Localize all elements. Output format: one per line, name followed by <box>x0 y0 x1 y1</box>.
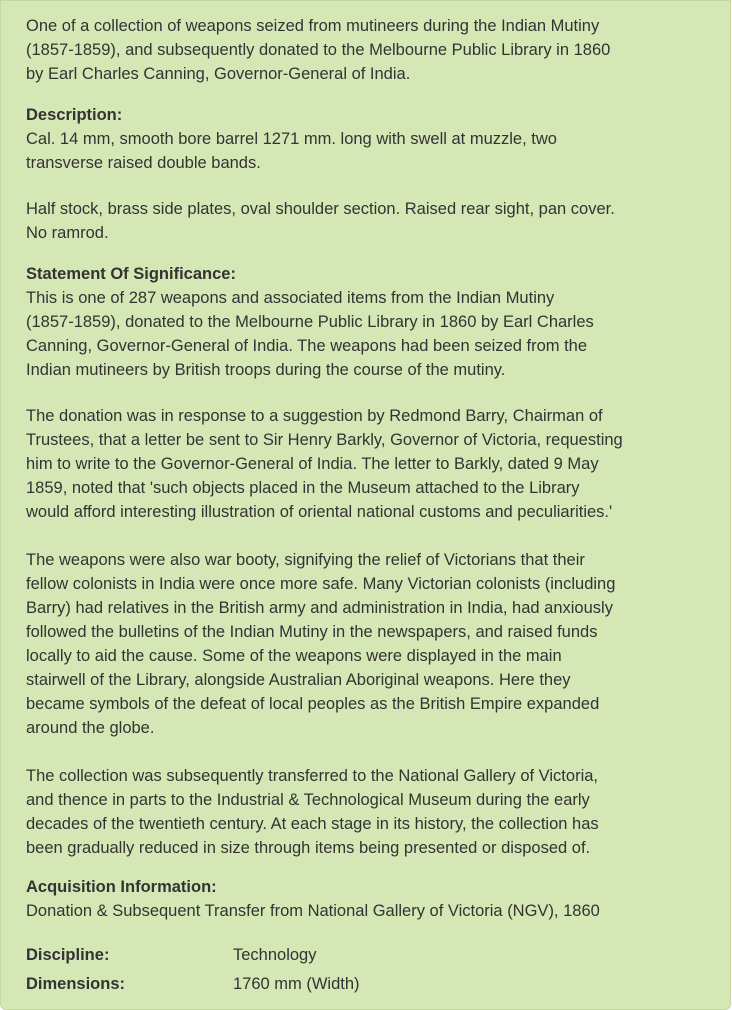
significance-line: stairwell of the Library, alongside Australian Aboriginal weapons. Here they <box>26 671 571 689</box>
discipline-label: Discipline: <box>26 946 110 964</box>
significance-section <box>26 262 726 382</box>
significance-line: around the globe. <box>26 719 155 737</box>
significance-line: Canning, Governor-General of India. The weapons had been seized from the <box>26 337 588 355</box>
significance-paragraph-2 <box>26 404 726 524</box>
significance-line: him to write to the Governor-General of India. The letter to Barkly, dated 9 May <box>26 455 599 473</box>
intro-line: by Earl Charles Canning, Governor-General of India. <box>26 65 411 83</box>
description-line: transverse raised double bands. <box>26 154 261 172</box>
acquisition-line: Donation & Subsequent Transfer from National Gallery of Victoria (NGV), 1860 <box>26 902 600 920</box>
intro-line: One of a collection of weapons seized from mutineers during the Indian Mutiny <box>26 17 600 35</box>
significance-line: The donation was in response to a suggestion by Redmond Barry, Chairman of <box>26 407 603 425</box>
description-section <box>26 103 726 175</box>
significance-line: became symbols of the defeat of local peoples as the British Empire expanded <box>26 695 600 713</box>
significance-paragraph-4 <box>26 764 726 860</box>
description-paragraph-2 <box>26 197 726 245</box>
discipline-value: Technology <box>233 946 317 964</box>
significance-line: decades of the twentieth century. At each stage in its history, the collection has <box>26 815 599 833</box>
significance-line: followed the bulletins of the Indian Mutiny in the newspapers, and raised funds <box>26 623 598 641</box>
description-line: Half stock, brass side plates, oval shoulder section. Raised rear sight, pan cover. <box>26 200 615 218</box>
significance-line: The weapons were also war booty, signifying the relief of Victorians that their <box>26 551 585 569</box>
significance-line: Barry) had relatives in the British army and administration in India, had anxiously <box>26 599 613 617</box>
acquisition-section <box>26 875 726 923</box>
description-line: No ramrod. <box>26 224 109 242</box>
significance-line: been gradually reduced in size through items being presented or disposed of. <box>26 839 591 857</box>
significance-line: Indian mutineers by British troops during the course of the mutiny. <box>26 361 506 379</box>
dimensions-value: 1760 mm (Width) <box>233 975 360 993</box>
intro-line: (1857-1859), and subsequently donated to the Melbourne Public Library in 1860 <box>26 41 611 59</box>
significance-line: This is one of 287 weapons and associated items from the Indian Mutiny <box>26 289 555 307</box>
description-heading: Description: <box>26 106 123 124</box>
significance-paragraph-3 <box>26 548 726 740</box>
significance-line: (1857-1859), donated to the Melbourne Public Library in 1860 by Earl Charles <box>26 313 594 331</box>
intro-paragraph <box>26 14 726 86</box>
discipline-row <box>26 943 726 967</box>
significance-line: Trustees, that a letter be sent to Sir Henry Barkly, Governor of Victoria, requesting <box>26 431 623 449</box>
significance-line: 1859, noted that 'such objects placed in the Museum attached to the Library <box>26 479 580 497</box>
significance-line: and thence in parts to the Industrial & Technological Museum during the early <box>26 791 590 809</box>
significance-line: fellow colonists in India were once more safe. Many Victorian colonists (including <box>26 575 616 593</box>
dimensions-label: Dimensions: <box>26 975 126 993</box>
significance-heading: Statement Of Significance: <box>26 265 236 283</box>
dimensions-row <box>26 972 726 996</box>
acquisition-heading: Acquisition Information: <box>26 878 217 896</box>
significance-line: The collection was subsequently transferred to the National Gallery of Victoria, <box>26 767 598 785</box>
significance-line: would afford interesting illustration of oriental national customs and peculiarities.' <box>26 503 613 521</box>
significance-line: locally to aid the cause. Some of the weapons were displayed in the main <box>26 647 562 665</box>
description-line: Cal. 14 mm, smooth bore barrel 1271 mm. long with swell at muzzle, two <box>26 130 557 148</box>
